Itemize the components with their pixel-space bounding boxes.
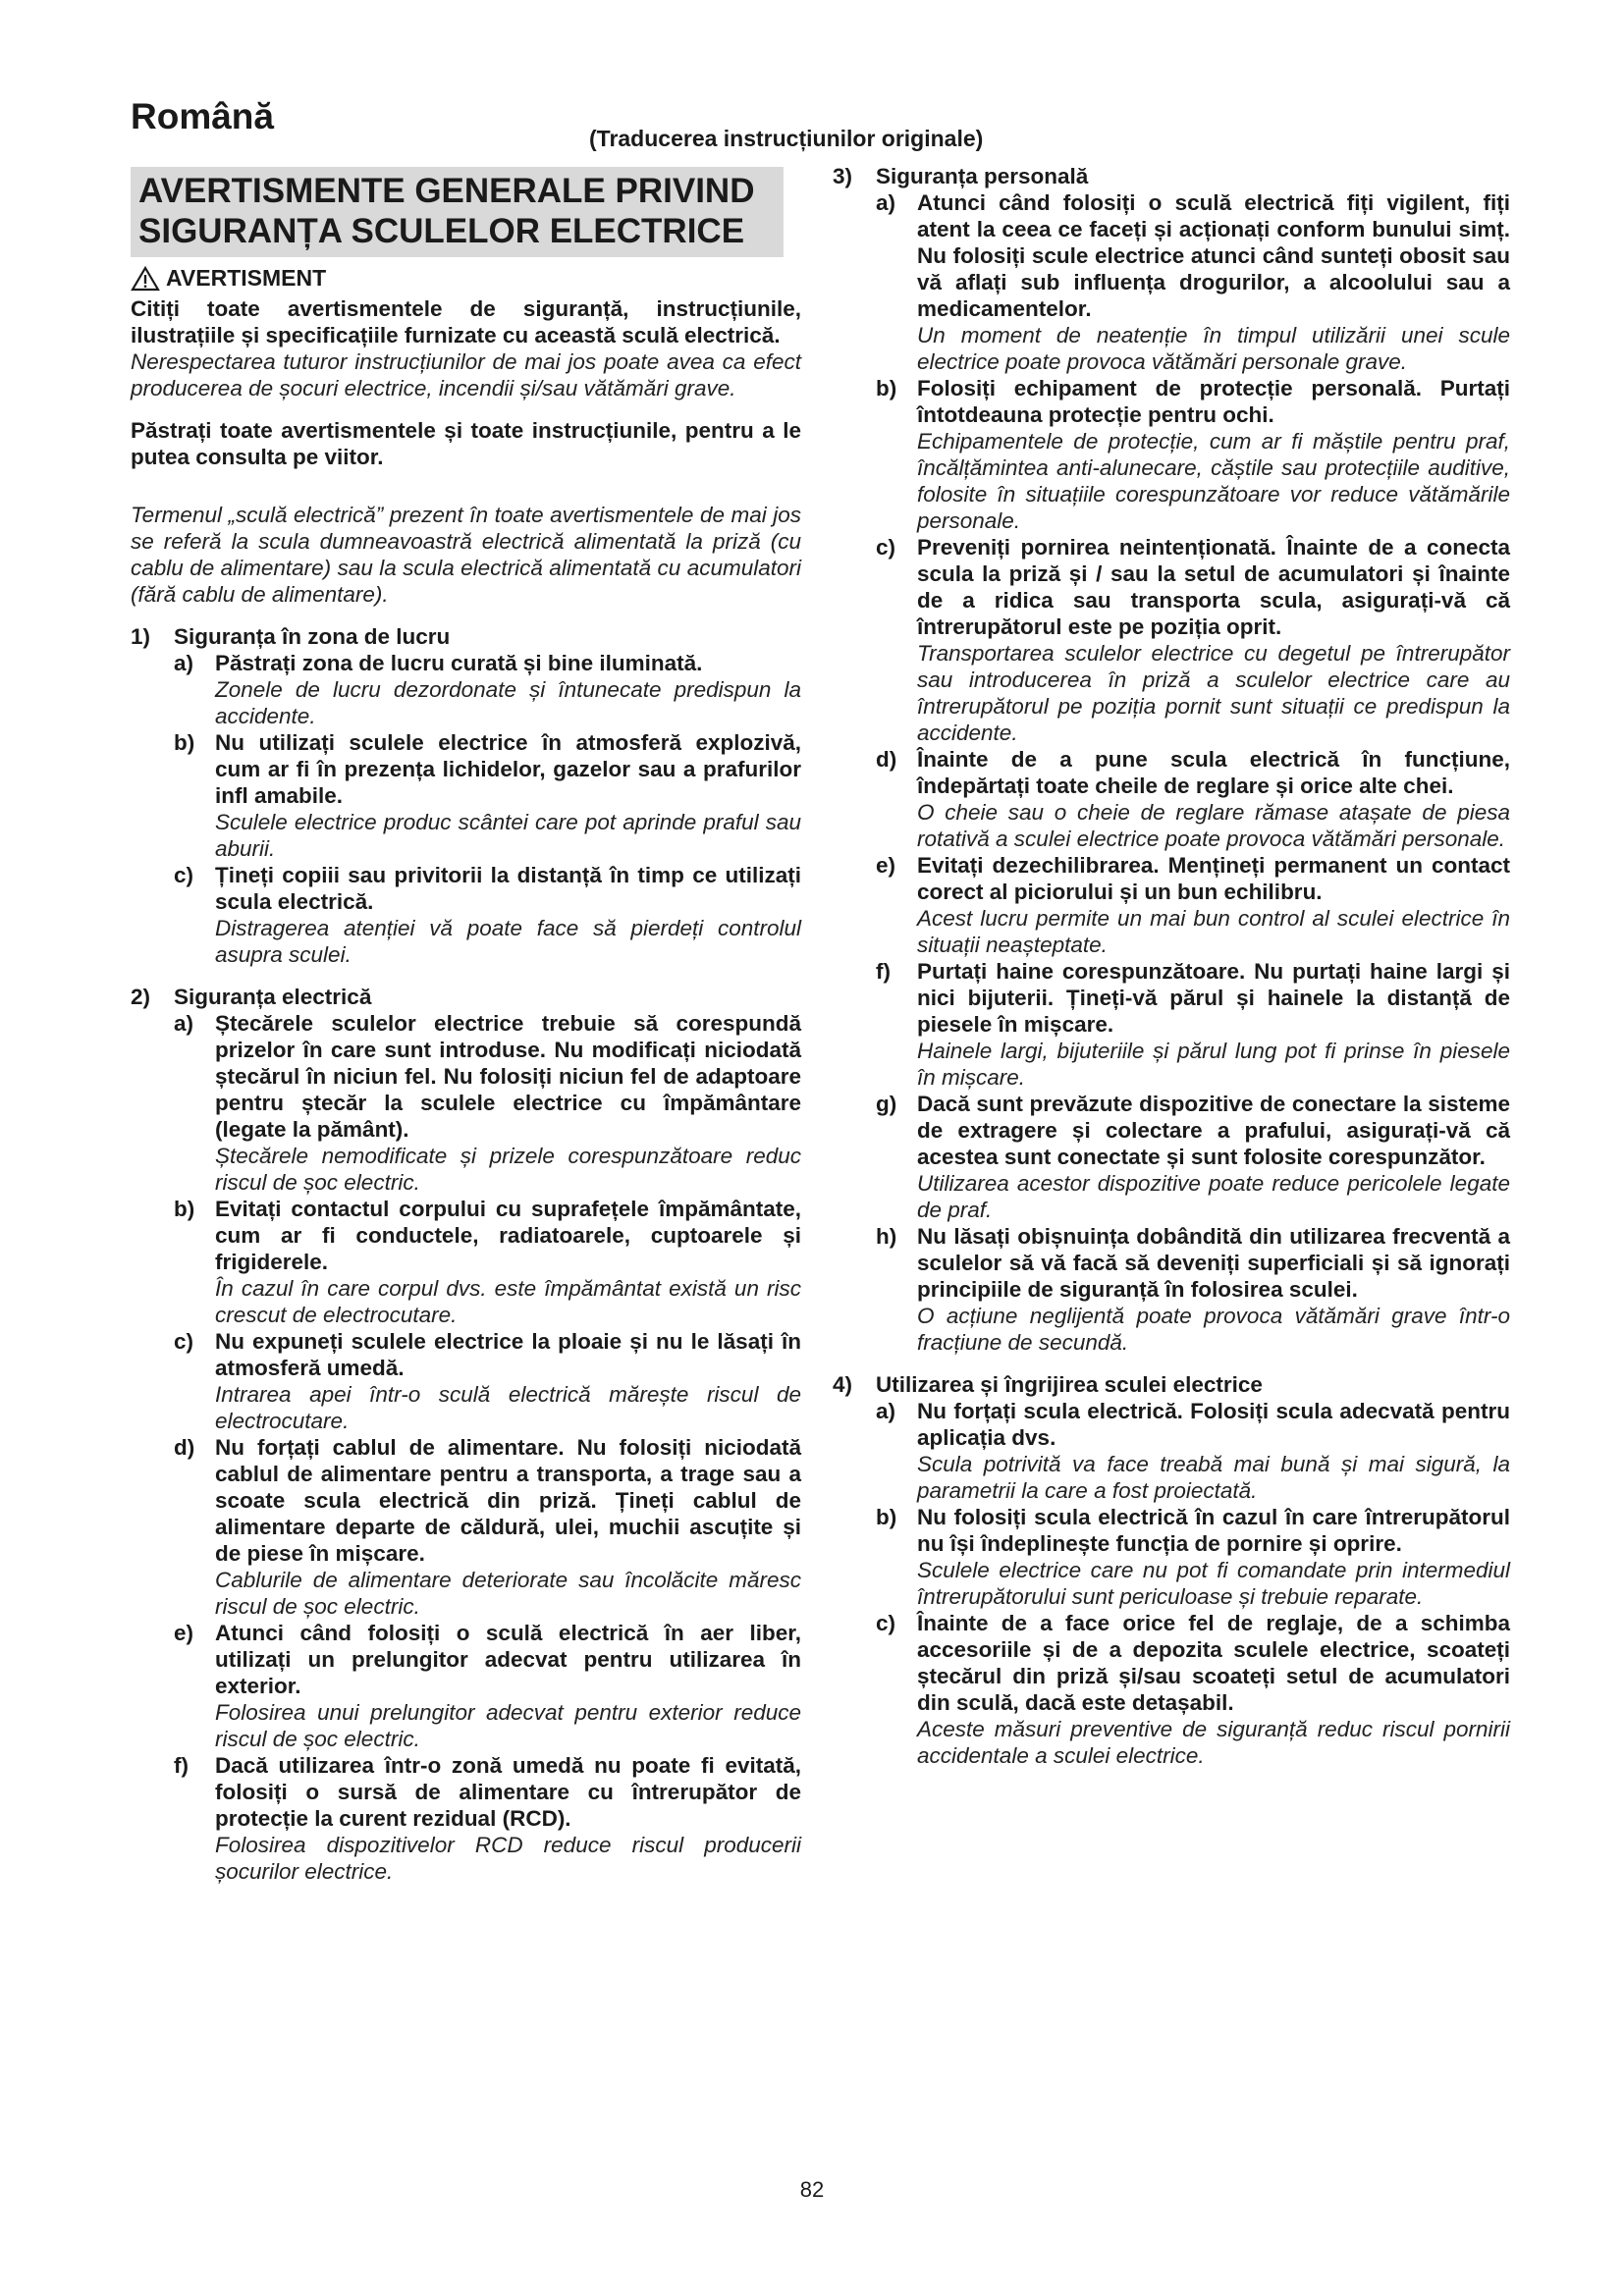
section-title: Siguranța în zona de lucru <box>174 624 451 649</box>
list-item <box>174 1196 801 1328</box>
right-column <box>833 163 1510 1769</box>
section-3 <box>833 163 1510 1356</box>
list-item <box>174 1620 801 1752</box>
list-item <box>876 1398 1510 1504</box>
item-italic: Distragerea atenției vă poate face să pierdeți controlul asupra sculei. <box>215 916 801 967</box>
item-bold: Țineți copiii sau privitorii la distanță în timp ce utilizați scula electrică. <box>215 863 801 914</box>
warning-label: AVERTISMENT <box>166 265 327 291</box>
list-item <box>876 534 1510 746</box>
item-bold: Atunci când folosiți o sculă electrică în aer liber, utilizați un prelungitor adecvat pentru utilizarea în exterior. <box>215 1621 801 1698</box>
item-bold: Evitați dezechilibrarea. Mențineți permanent un contact corect al piciorului și un bun echilibru. <box>917 853 1510 904</box>
list-item <box>174 1434 801 1620</box>
language-heading: Română <box>131 96 274 136</box>
item-bold: Nu lăsați obișnuința dobândită din utilizarea frecventă a sculelor să vă facă să deveniți superficiali și să ignorați principiile de siguranță în folosirea sculei. <box>917 1224 1510 1302</box>
item-bold: Ștecărele sculelor electrice trebuie să corespundă prizelor în care sunt introduse. Nu modificați niciodată ștecărul în niciun fel. Nu folosiți niciun fel de adaptoare pentru ștecăr la sculele electrice cu împământare (legate la pământ). <box>215 1011 801 1142</box>
item-label: e) <box>876 853 896 878</box>
section-number: 2) <box>131 985 151 1009</box>
title-line-2: SIGURANȚA SCULELOR ELECTRICE <box>138 212 745 250</box>
item-bold: Înainte de a face orice fel de reglaje, de a schimba accesoriile și de a depozita sculele electrice, scoateți ștecărul din priză și/sau scoateți setul de acumulatori din sculă, dacă este detașabil. <box>917 1611 1510 1715</box>
item-bold: Evitați contactul corpului cu suprafețele împământate, cum ar fi conductele, radiatoarele, cuptoarele și frigiderele. <box>215 1197 801 1274</box>
left-column <box>131 167 801 1885</box>
list-item <box>876 1091 1510 1223</box>
warning-heading <box>131 265 801 292</box>
item-label: a) <box>174 1011 194 1036</box>
list-item <box>174 862 801 968</box>
list-item <box>876 189 1510 375</box>
warning-bold-text: Citiți toate avertismentele de siguranță, instrucțiunile, ilustrațiile și specificațiile furnizate cu această sculă electrică. <box>131 296 801 347</box>
term-definition-text: Termenul „sculă electrică” prezent în toate avertismentele de mai jos se referă la scula dumneavoastră electrică alimentată la priză (cu cablu de alimentare) sau la scula electrică alimentată cu acumulatori (fără cablu de alimentare). <box>131 503 801 607</box>
section-title: Utilizarea și îngrijirea sculei electrice <box>876 1372 1263 1397</box>
item-label: c) <box>174 863 194 887</box>
item-italic: Zonele de lucru dezordonate și întunecate predispun la accidente. <box>215 677 801 728</box>
section-number: 3) <box>833 164 853 188</box>
item-italic: O acțiune neglijentă poate provoca vătămări grave într-o fracțiune de secundă. <box>917 1304 1510 1355</box>
item-label: d) <box>174 1435 195 1460</box>
item-label: g) <box>876 1092 897 1116</box>
section-4 <box>833 1371 1510 1769</box>
item-italic: Folosirea unui prelungitor adecvat pentru exterior reduce riscul de șoc electric. <box>215 1700 801 1751</box>
item-bold: Nu forțați cablul de alimentare. Nu folosiți niciodată cablul de alimentare pentru a transporta, a trage sau a scoate scula electrică din priză. Țineți cablul de alimentare departe de căldură, ulei, muchii ascuțite și de piese în mișcare. <box>215 1435 801 1566</box>
item-italic: Un moment de neatenție în timpul utilizării unei scule electrice poate provoca vătămări personale grave. <box>917 323 1510 374</box>
item-label: b) <box>174 1197 195 1221</box>
item-bold: Dacă sunt prevăzute dispozitive de conectare la sisteme de extragere și colectare a prafului, asigurați-vă că acestea sunt conectate și sunt folosite corespunzător. <box>917 1092 1510 1169</box>
item-bold: Preveniți pornirea neintenționată. Înainte de a conecta scula la priză și / sau la setul de acumulatori și înainte de a ridica sau transporta scula, asigurați-vă că întrerupătorul este pe poziția oprit. <box>917 535 1510 639</box>
list-item <box>876 746 1510 852</box>
item-bold: Nu utilizați sculele electrice în atmosferă explozivă, cum ar fi în prezența lichidelor, gazelor sau a prafurilor infl amabile. <box>215 730 801 808</box>
list-item <box>174 1752 801 1885</box>
list-item <box>876 1223 1510 1356</box>
item-italic: Scula potrivită va face treabă mai bună și mai sigură, la parametrii la care a fost proiectată. <box>917 1452 1510 1503</box>
item-label: h) <box>876 1224 897 1249</box>
item-label: b) <box>876 1505 897 1529</box>
item-italic: Hainele largi, bijuteriile și părul lung pot fi prinse în piesele în mișcare. <box>917 1039 1510 1090</box>
list-item <box>876 1610 1510 1769</box>
list-item <box>876 375 1510 534</box>
page-number: 82 <box>799 2177 825 2202</box>
item-italic: Sculele electrice produc scântei care pot aprinde praful sau aburii. <box>215 810 801 861</box>
section-title: Siguranța electrică <box>174 985 372 1009</box>
list-item <box>174 1328 801 1434</box>
item-bold: Păstrați zona de lucru curată și bine iluminată. <box>215 651 703 675</box>
item-italic: Folosirea dispozitivelor RCD reduce riscul producerii șocurilor electrice. <box>215 1833 801 1884</box>
item-italic: Transportarea sculelor electrice cu degetul pe întrerupător sau introducerea în priză a sculelor electrice care au întrerupătorul pe poziția pornit sunt situații ce predispun la accidente. <box>917 641 1510 745</box>
item-italic: Aceste măsuri preventive de siguranță reduc riscul pornirii accidentale a sculei electrice. <box>917 1717 1510 1768</box>
item-label: c) <box>876 1611 896 1635</box>
item-bold: Purtați haine corespunzătoare. Nu purtați haine largi și nici bijuterii. Țineți-vă părul și hainele la distanță de piesele în mișcare. <box>917 959 1510 1037</box>
title-box <box>131 167 784 257</box>
item-italic: Utilizarea acestor dispozitive poate reduce pericolele legate de praf. <box>917 1171 1510 1222</box>
item-label: b) <box>876 376 897 400</box>
item-italic: Sculele electrice care nu pot fi comandate prin intermediul întrerupătorului sunt periculoase și trebuie reparate. <box>917 1558 1510 1609</box>
section-2 <box>131 984 801 1885</box>
item-label: f) <box>876 959 891 984</box>
item-label: e) <box>174 1621 194 1645</box>
item-italic: Intrarea apei într-o sculă electrică mărește riscul de electrocutare. <box>215 1382 801 1433</box>
list-item <box>876 852 1510 958</box>
item-bold: Dacă utilizarea într-o zonă umedă nu poate fi evitată, folosiți o sursă de alimentare cu întrerupător de protecție la curent rezidual (RCD). <box>215 1753 801 1831</box>
item-bold: Atunci când folosiți o sculă electrică fiți vigilent, fiți atent la ceea ce faceți și acționați conform bunului simț. Nu folosiți scule electrice atunci când sunteți obosit sau vă aflați sub influența drogurilor, a alcoolului sau a medicamentelor. <box>917 190 1510 321</box>
list-item <box>876 1504 1510 1610</box>
section-1 <box>131 623 801 968</box>
translation-subtitle: (Traducerea instrucțiunilor originale) <box>589 126 984 151</box>
item-italic: Echipamentele de protecție, cum ar fi măștile pentru praf, încălțămintea anti-alunecare, căștile sau protecțiile auditive, folosite în situațiile corespunzătoare vor reduce vătămările personale. <box>917 429 1510 533</box>
item-italic: În cazul în care corpul dvs. este împământat există un risc crescut de electrocutare. <box>215 1276 801 1327</box>
item-italic: Acest lucru permite un mai bun control al sculei electrice în situații neașteptate. <box>917 906 1510 957</box>
list-item <box>174 1010 801 1196</box>
item-label: f) <box>174 1753 189 1778</box>
list-item <box>174 650 801 729</box>
item-bold: Nu folosiți scula electrică în cazul în care întrerupătorul nu își îndeplinește funcția de pornire și oprire. <box>917 1505 1510 1556</box>
section-title: Siguranța personală <box>876 164 1089 188</box>
item-label: a) <box>876 1399 896 1423</box>
item-label: a) <box>174 651 194 675</box>
item-bold: Nu expuneți sculele electrice la ploaie și nu le lăsați în atmosferă umedă. <box>215 1329 801 1380</box>
item-bold: Folosiți echipament de protecție personală. Purtați întotdeauna protecție pentru ochi. <box>917 376 1510 427</box>
item-label: c) <box>876 535 896 560</box>
keep-instructions-text: Păstrați toate avertismentele și toate instrucțiunile, pentru a le putea consulta pe viitor. <box>131 418 801 469</box>
section-number: 4) <box>833 1372 853 1397</box>
item-italic: O cheie sau o cheie de reglare rămase atașate de piesa rotativă a sculei electrice poate provoca vătămări personale. <box>917 800 1510 851</box>
title-line-1: AVERTISMENTE GENERALE PRIVIND <box>138 172 755 210</box>
item-italic: Ștecărele nemodificate și prizele corespunzătoare reduc riscul de șoc electric. <box>215 1144 801 1195</box>
warning-italic-text: Nerespectarea tuturor instrucțiunilor de mai jos poate avea ca efect producerea de șocuri electrice, incendii și/sau vătămări grave. <box>131 349 801 400</box>
section-number: 1) <box>131 624 151 649</box>
item-label: b) <box>174 730 195 755</box>
item-italic: Cablurile de alimentare deteriorate sau încolăcite măresc riscul de șoc electric. <box>215 1568 801 1619</box>
list-item <box>174 729 801 862</box>
item-label: a) <box>876 190 896 215</box>
warning-triangle-icon <box>131 266 160 292</box>
item-label: c) <box>174 1329 194 1354</box>
list-item <box>876 958 1510 1091</box>
item-label: d) <box>876 747 897 772</box>
item-bold: Înainte de a pune scula electrică în funcțiune, îndepărtați toate cheile de reglare și orice alte chei. <box>917 747 1510 798</box>
item-bold: Nu forțați scula electrică. Folosiți scula adecvată pentru aplicația dvs. <box>917 1399 1510 1450</box>
